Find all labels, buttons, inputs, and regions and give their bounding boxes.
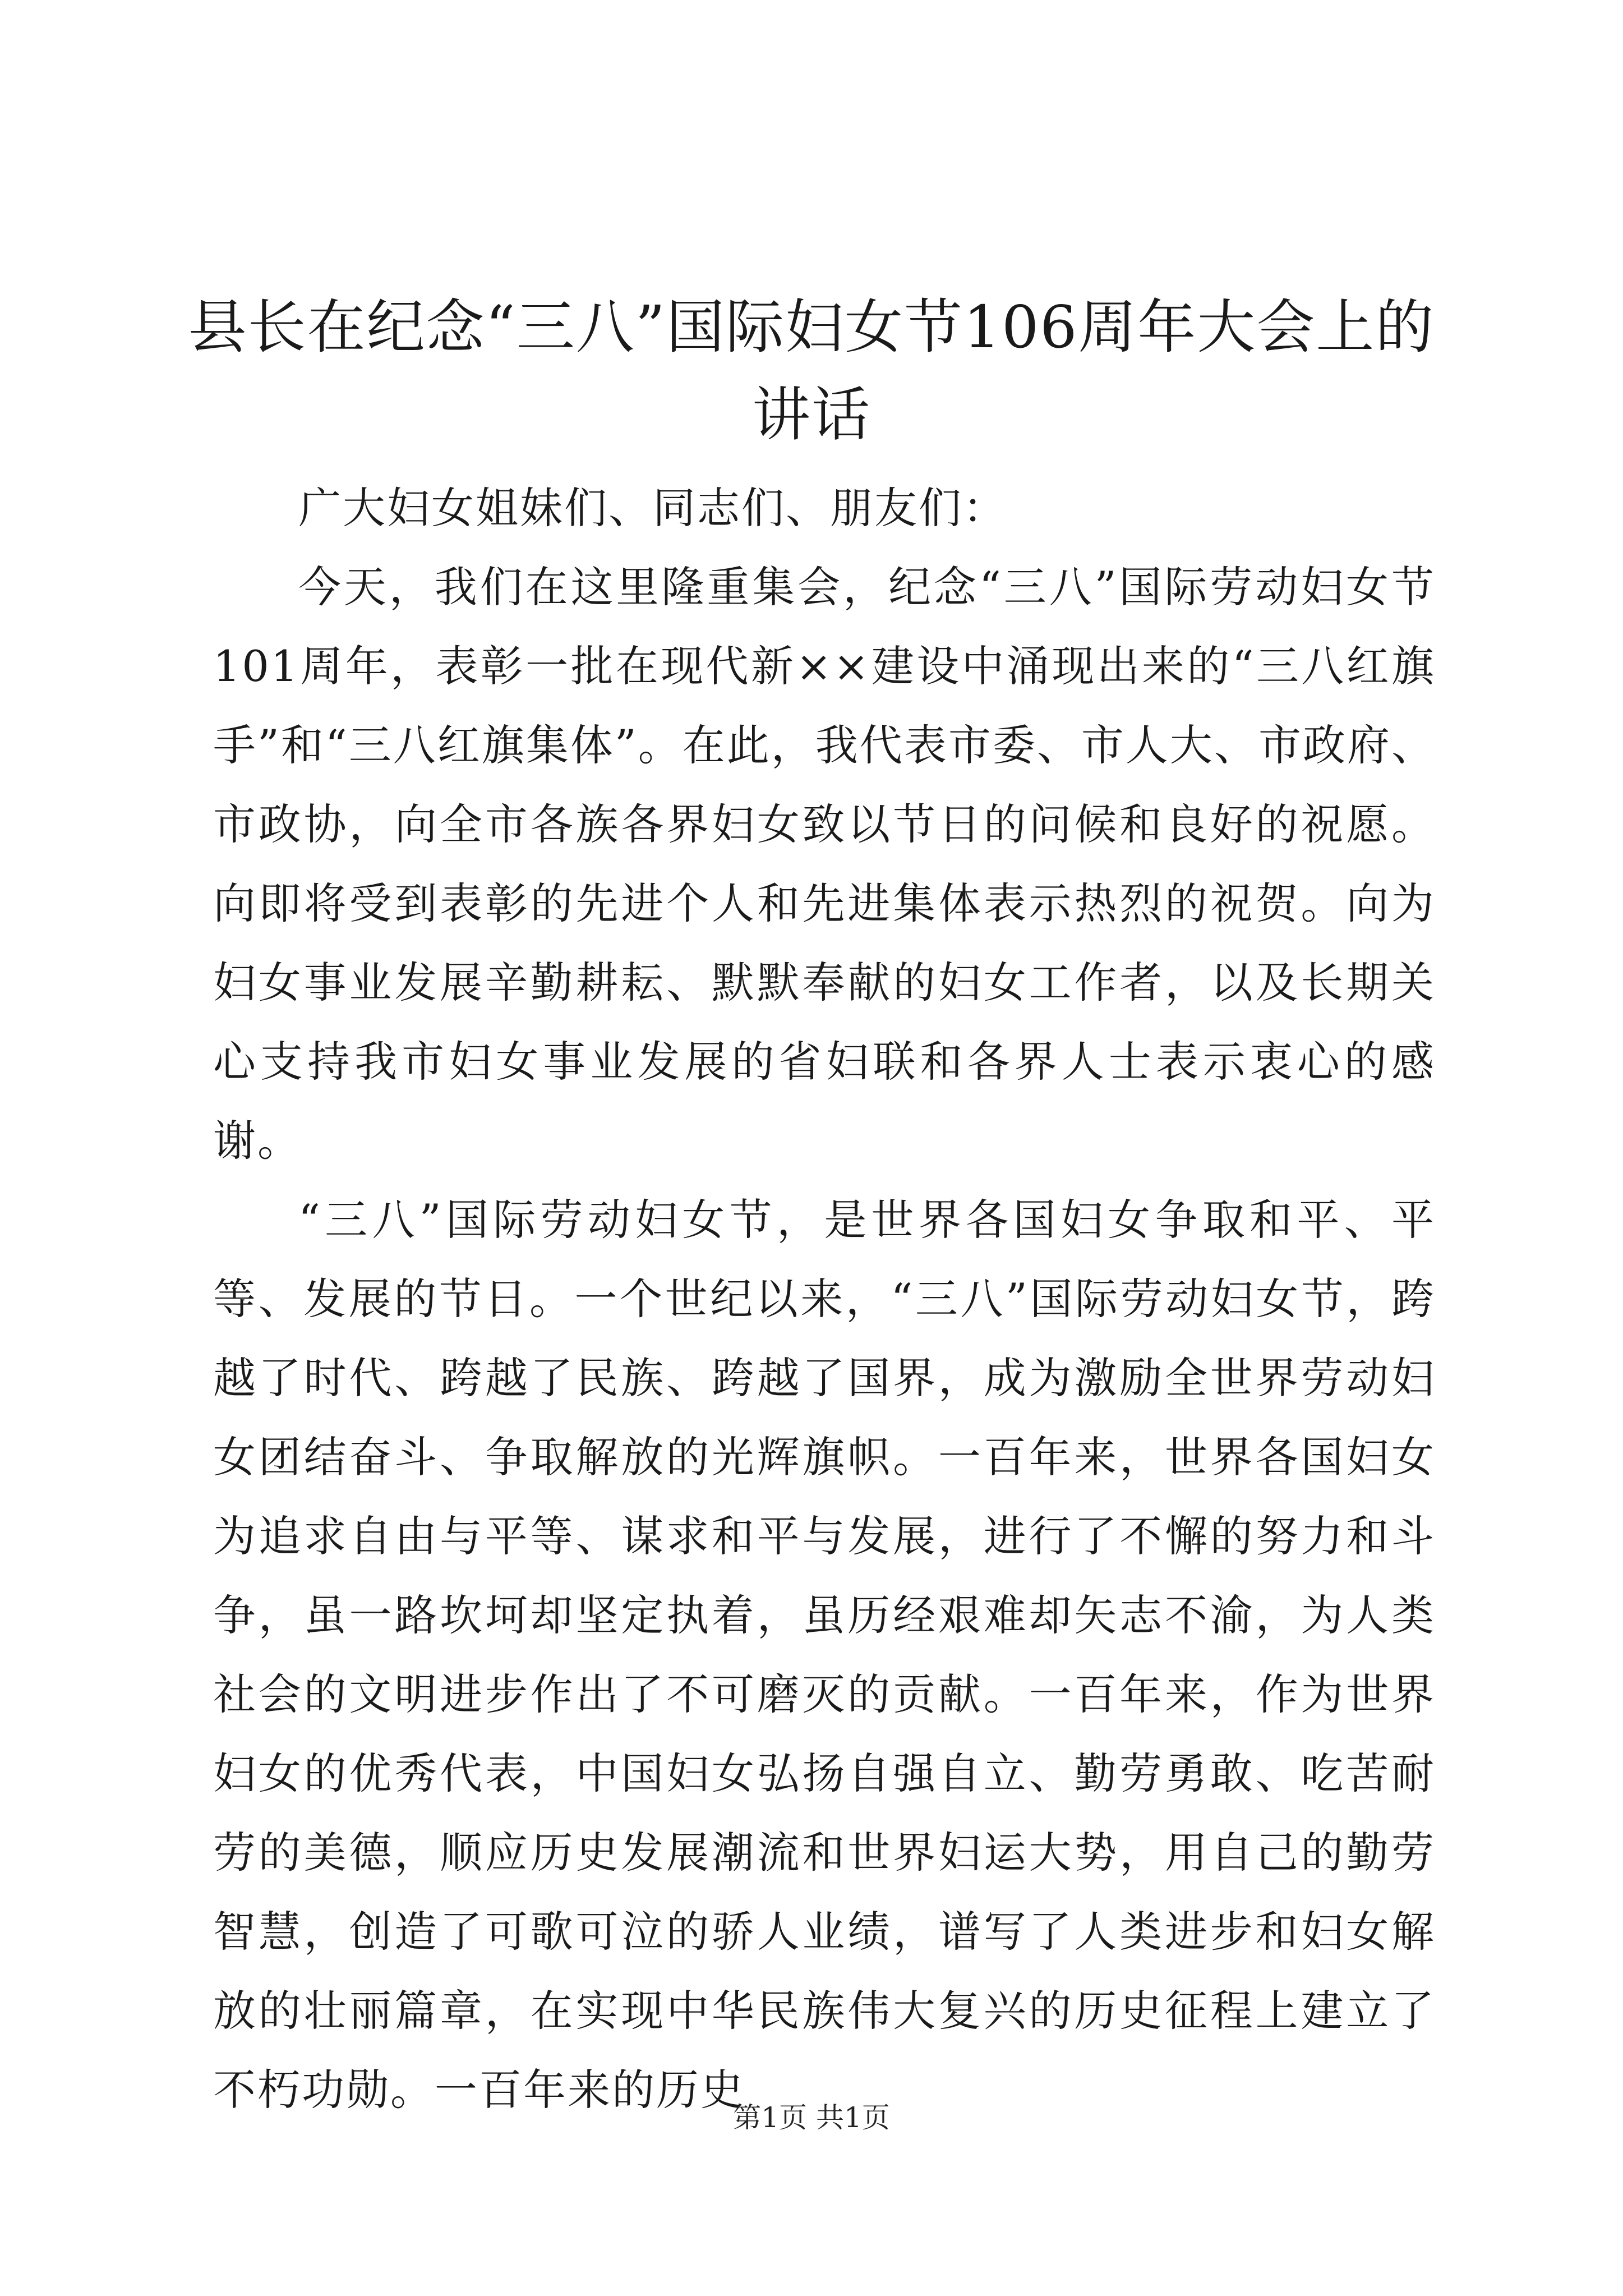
body-paragraph: “三八”国际劳动妇女节，是世界各国妇女争取和平、平等、发展的节日。一个世纪以来，“三八”国际劳动妇女节，跨越了时代、跨越了民族、跨越了国界，成为激励全世界劳动妇女团结奋斗、争取解放的光辉旗帜。一百年来，世界各国妇女为追求自由与平等、谋求和平与发展，进行了不懈的努力和斗争，虽一路坎坷却坚定执着，虽历经艰难却矢志不渝，为人类社会的文明进步作出了不可磨灭的贡献。一百年来，作为世界妇女的优秀代表，中国妇女弘扬自强自立、勤劳勇敢、吃苦耐劳的美德，顺应历史发展潮流和世界妇运大势，用自己的勤劳智慧，创造了可歌可泣的骄人业绩，谱写了人类进步和妇女解放的壮丽篇章，在实现中华民族伟大复兴的历史征程上建立了不朽功勋。一百年来的历史 — [213, 1195, 1436, 2115]
page-footer: 第1页 共1页 — [733, 2101, 890, 2134]
document-title: 县长在纪念“三八”国际妇女节106周年大会上的讲话 — [188, 293, 1435, 449]
document-body — [213, 468, 1436, 2129]
body-paragraph: 今天，我们在这里隆重集会，纪念“三八”国际劳动妇女节101周年，表彰一批在现代新××建设中涌现出来的“三八红旗手”和“三八红旗集体”。在此，我代表市委、市人大、市政府、市政协，向全市各族各界妇女致以节日的问候和良好的祝愿。向即将受到表彰的先进个人和先进集体表示热烈的祝贺。向为妇女事业发展辛勤耕耘、默默奉献的妇女工作者，以及长期关心支持我市妇女事业发展的省妇联和各界人士表示衷心的感谢。 — [213, 562, 1436, 1166]
salutation-paragraph: 广大妇女姐妹们、同志们、朋友们： — [298, 483, 1007, 533]
